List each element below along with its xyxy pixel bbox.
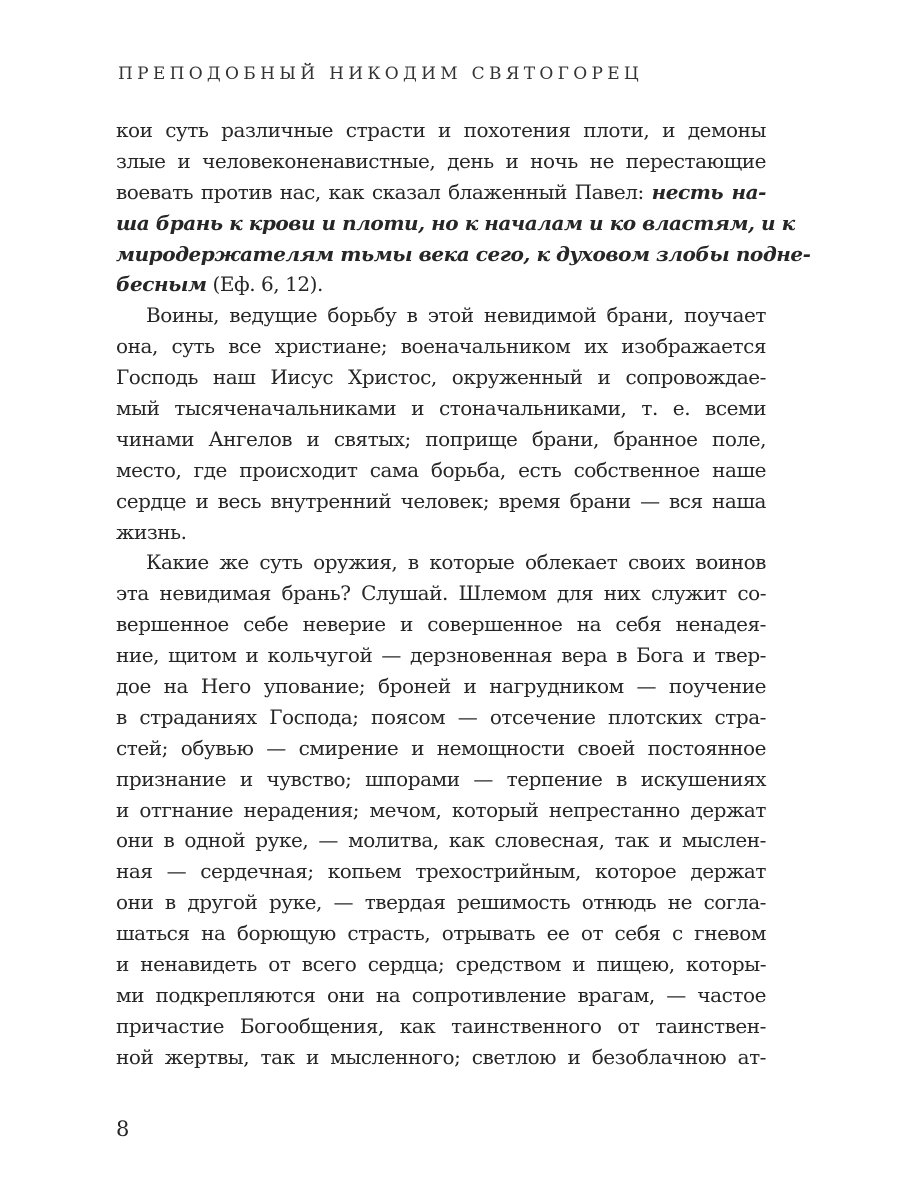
text-line: дое на Него упование; броней и нагрудником — поучение — [116, 674, 766, 699]
text-line: Господь наш Иисус Христос, окруженный и сопровождае- — [116, 365, 766, 390]
text-line: стей; обувью — смирение и немощности своей постоянное — [116, 735, 766, 760]
scripture-quote: ша брань к крови и плоти, но к началам и ко властям, и к — [116, 210, 795, 235]
text-line: ние, щитом и кольчугой — дерзновенная вера в Бога и твер- — [116, 643, 766, 668]
text-line: ной жертвы, так и мысленного; светлою и безоблачною ат- — [116, 1044, 766, 1069]
text-line: Воины, ведущие борьбу в этой невидимой брани, поучает — [146, 303, 766, 328]
text-line: они в одной руке, — молитва, как словесная, так и мыслен- — [116, 828, 766, 853]
text-line: место, где происходит сама борьба, есть собственное наше — [116, 457, 766, 482]
text-line: злые и человеконенавистные, день и ночь не перестающие — [116, 148, 766, 173]
text-line: ми подкрепляются они на сопротивление врагам, — частое — [116, 982, 766, 1007]
text-line: и отгнание нерадения; мечом, который непрестанно держат — [116, 797, 766, 822]
text-line: Какие же суть оружия, в которые облекает своих воинов — [146, 550, 766, 575]
text-line — [116, 239, 811, 270]
scripture-quote: миродержателям тьмы века сего, к духовом злобы подне- — [116, 241, 811, 266]
text-line: и ненавидеть от всего сердца; средством и пищею, которы- — [116, 952, 766, 977]
text-line: жизнь. — [116, 519, 187, 544]
text-line: чинами Ангелов и святых; поприще брани, бранное поле, — [116, 426, 766, 451]
scripture-reference: (Еф. 6, 12). — [206, 272, 323, 297]
text-line: в страданиях Господа; поясом — отсечение плотских стра- — [116, 704, 766, 729]
text-line: причастие Богообщения, как таинственного от таинствен- — [116, 1013, 766, 1038]
text-line: ная — сердечная; копьем трехострийным, которое держат — [116, 859, 766, 884]
scripture-quote: бесным — [116, 272, 207, 297]
text-line — [116, 208, 795, 239]
text-line: шаться на борющую страсть, отрывать ее от себя с гневом — [116, 921, 766, 946]
text-run: воевать против нас, как сказал блаженный Павел: — [116, 179, 652, 204]
text-line: они в другой руке, — твердая решимость отнюдь не согла- — [116, 890, 766, 915]
text-line: вершенное себе неверие и совершенное на себя ненадея- — [116, 612, 766, 637]
text-line: эта невидимая брань? Слушай. Шлемом для них служит со- — [116, 581, 766, 606]
text-line: сердце и весь внутренний человек; время брани — вся наша — [116, 488, 766, 513]
text-line — [116, 269, 766, 300]
running-head: ПРЕПОДОБНЫЙ НИКОДИМ СВЯТОГОРЕЦ — [118, 64, 644, 84]
text-line: мый тысяченачальниками и стоначальниками, т. е. всеми — [116, 396, 766, 421]
text-line: она, суть все христиане; военачальником их изображается — [116, 334, 766, 359]
text-line: кои суть различные страсти и похотения плоти, и демоны — [116, 118, 766, 142]
scripture-quote: несть на- — [651, 179, 767, 204]
text-line: признание и чувство; шпорами — терпение в искушениях — [116, 766, 766, 791]
body-text — [116, 115, 811, 1073]
page-number: 8 — [116, 1117, 130, 1141]
text-line — [116, 177, 766, 208]
